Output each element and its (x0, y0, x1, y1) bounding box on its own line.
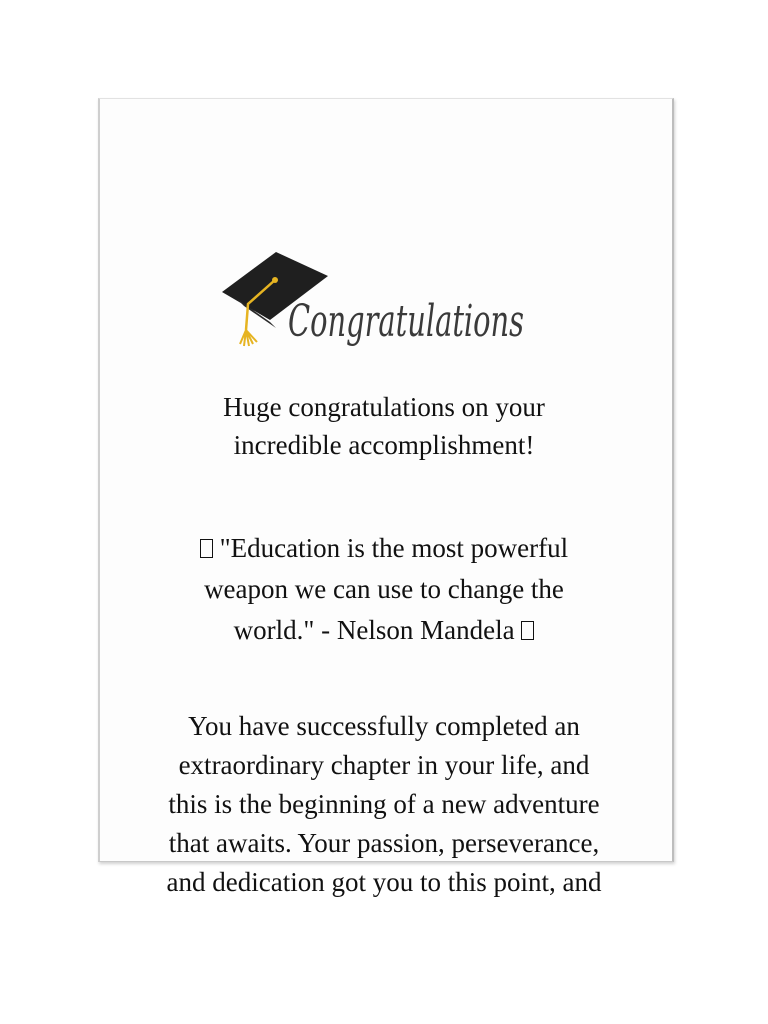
greeting-message (98, 388, 670, 464)
missing-glyph-icon (200, 539, 213, 558)
body-line: that awaits. Your passion, perseverance, (168, 828, 600, 858)
body-line: and dedication got you to this point, and (166, 867, 602, 897)
body-line: You have successfully completed an (188, 711, 580, 741)
congratulations-script-text: Congratulations (288, 296, 524, 347)
body-line: extraordinary chapter in your life, and (178, 750, 590, 780)
greeting-line: incredible accomplishment! (233, 430, 535, 460)
body-paragraph (84, 707, 684, 902)
quote-line: weapon we can use to change the (204, 574, 564, 604)
quote-line (98, 610, 670, 651)
quote-line-text: world." - Nelson Mandela (233, 615, 515, 645)
quote-line-text: "Education is the most powerful (219, 533, 569, 563)
greeting-line: Huge congratulations on your (223, 392, 545, 422)
missing-glyph-icon (521, 621, 534, 640)
quote-line (98, 528, 670, 569)
congratulations-logo (218, 246, 530, 362)
mandela-quote (98, 528, 670, 651)
body-line: this is the beginning of a new adventure (168, 789, 600, 819)
